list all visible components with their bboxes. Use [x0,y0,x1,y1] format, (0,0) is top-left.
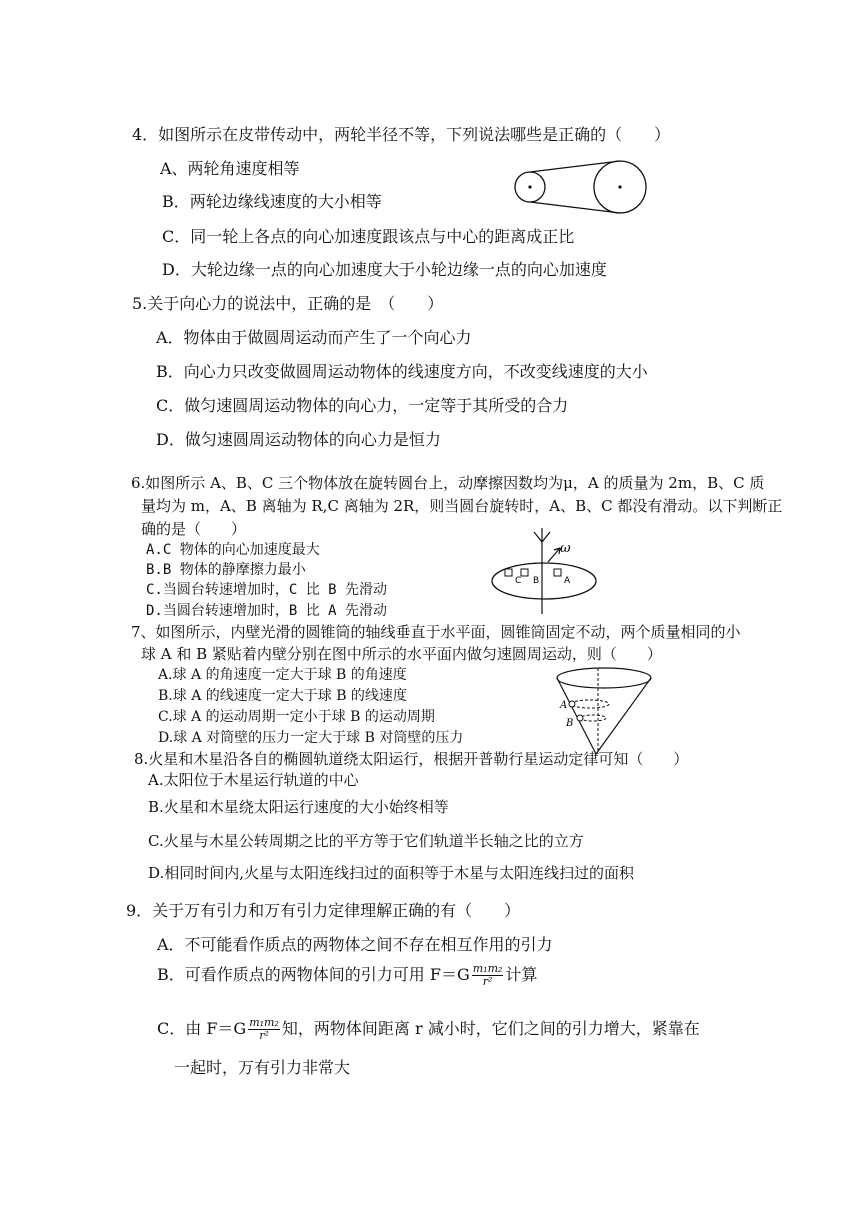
q9-option-b-text: B．可看作质点的两物体间的引力可用 F＝G [157,965,470,985]
label-c: C [515,576,522,586]
q6-option-b: B.B 物体的静摩擦力最小 [146,562,306,578]
axis-arrow-left [534,532,542,542]
q7-option-b: B.球 A 的线速度一定大于球 B 的线速度 [158,688,407,704]
cone-figure [552,666,656,758]
small-wheel-center [528,185,531,188]
block-a [554,569,561,576]
q6-stem-line2: 量均为 m，A、B 离轴为 R,C 离轴为 2R，则当圆台旋转时，A、B、C 都没有滑动。以下判断正 [141,497,783,515]
q9-stem: 9．关于万有引力和万有引力定律理解正确的有（ ） [126,901,521,920]
q8-option-b: B.火星和木星绕太阳运行速度的大小始终相等 [148,798,449,816]
label-a: A [564,576,571,586]
q7-stem-line2: 球 A 和 B 紧贴着内壁分别在图中所示的水平面内做匀速圆周运动，则（ ） [141,645,662,663]
fraction-numerator: m₁m₂ [249,1016,279,1029]
q9-option-c-continued: 一起时，万有引力非常大 [174,1058,351,1077]
cone-left-wall [557,678,596,754]
axis-arrow-right [542,532,550,542]
q9-option-c [157,1017,700,1042]
fraction-denominator: r² [482,975,493,989]
q7-stem-line1: 7、如图所示，内壁光滑的圆锥筒的轴线垂直于水平面，圆锥筒固定不动，两个质量相同的小 [131,623,741,641]
q9-option-c-tail: 知，两物体间距离 r 减小时，它们之间的引力增大，紧靠在 [281,1019,700,1039]
q4-option-b: B．两轮边缘线速度的大小相等 [162,192,382,211]
fraction-numerator: m₁m₂ [472,962,503,975]
ball-a [569,701,575,707]
orbit-a [571,700,609,708]
q7-option-d: D.球 A 对筒壁的压力一定大于球 B 对筒壁的压力 [158,730,464,746]
q5-option-b: B．向心力只改变做圆周运动物体的线速度方向，不改变线速度的大小 [156,362,648,381]
q8-option-c: C.火星与木星公转周期之比的平方等于它们轨道半长轴之比的立方 [148,832,584,850]
q6-stem-line3: 确的是（ ） [141,520,247,538]
q5-option-a: A．物体由于做圆周运动而产生了一个向心力 [156,328,472,347]
q5-stem: 5.关于向心力的说法中，正确的是 （ ） [132,294,444,313]
q8-option-a: A.太阳位于木星运行轨道的中心 [148,771,359,789]
q6-option-c: C.当圆台转速增加时，C 比 B 先滑动 [146,582,388,598]
gravity-fraction [248,1017,280,1042]
orbit-b [580,715,606,721]
q9-option-c-text: C．由 F＝G [157,1019,247,1039]
belt-top [530,161,620,172]
q5-option-c: C．做匀速圆周运动物体的向心力，一定等于其所受的合力 [156,396,569,415]
q8-stem: 8.火星和木星沿各自的椭圆轨道绕太阳运行，根据开普勒行星运动定律可知（ ） [134,750,689,768]
label-a: A [560,700,568,711]
q4-option-d: D．大轮边缘一点的向心加速度大于小轮边缘一点的向心加速度 [162,260,607,279]
q9-option-b [157,963,537,988]
belt-drive-figure [510,154,650,220]
q8-option-d: D.相同时间内,火星与太阳连线扫过的面积等于木星与太阳连线扫过的面积 [148,864,635,882]
rotating-table-figure [488,526,600,616]
q4-stem: 4．如图所示在皮带传动中，两轮半径不等，下列说法哪些是正确的（ ） [132,125,671,144]
q4-option-c: C．同一轮上各点的向心加速度跟该点与中心的距离成正比 [162,227,575,246]
q7-option-a: A.球 A 的角速度一定大于球 B 的角速度 [158,667,407,683]
belt-bottom [530,202,620,213]
large-wheel-center [618,185,621,188]
gravity-fraction [472,963,504,988]
q9-option-b-tail: 计算 [505,965,538,985]
omega-label: ω [560,541,571,556]
turntable [492,563,596,599]
q5-option-d: D．做匀速圆周运动物体的向心力是恒力 [156,430,441,449]
q6-stem-line1: 6.如图所示 A、B、C 三个物体放在旋转圆台上，动摩擦因数均为μ，A 的质量为 2m，B、C 质 [131,474,765,492]
label-b: B [566,718,574,729]
block-b [521,569,528,576]
q9-option-a: A．不可能看作质点的两物体之间不存在相互作用的引力 [157,935,553,954]
block-c [505,569,512,576]
q7-option-c: C.球 A 的运动周期一定小于球 B 的运动周期 [158,709,435,725]
q4-option-a: A、两轮角速度相等 [160,159,300,178]
q6-option-a: A.C 物体的向心加速度最大 [146,542,320,558]
q6-option-d: D.当圆台转速增加时，B 比 A 先滑动 [146,603,388,619]
label-b: B [533,576,540,586]
ball-b [577,715,583,721]
cone-rim [557,668,651,688]
omega-arrow [548,548,560,562]
fraction-denominator: r² [259,1029,269,1043]
